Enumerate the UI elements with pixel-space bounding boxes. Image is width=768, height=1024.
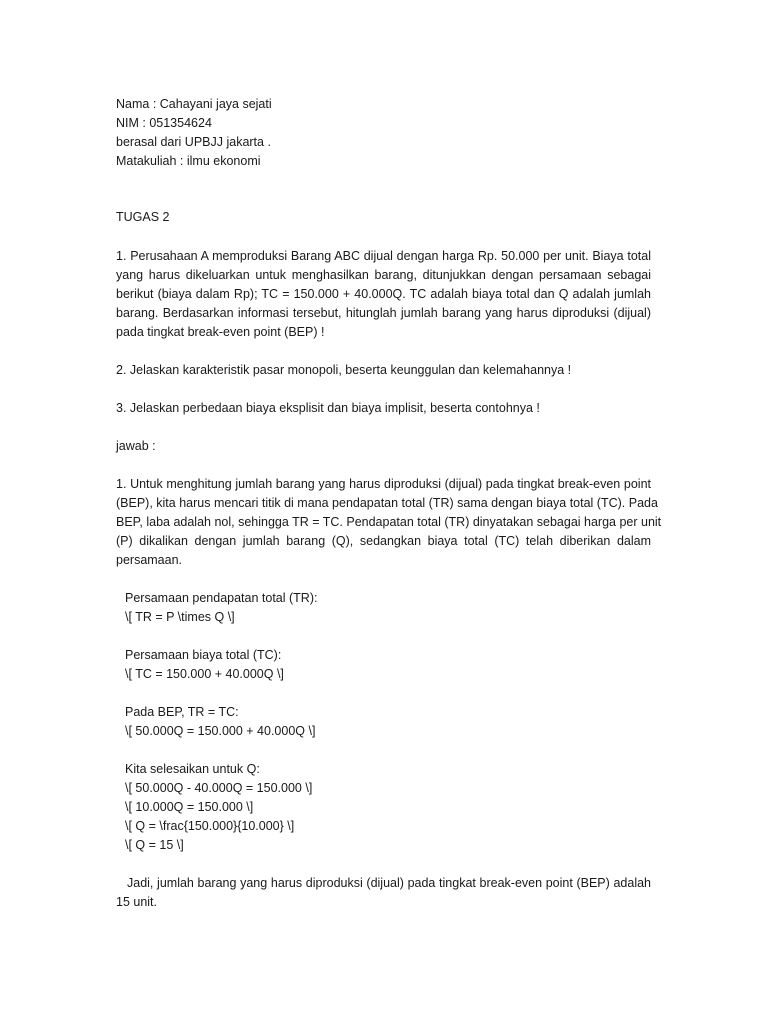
student-origin: berasal dari UPBJJ jakarta . [116, 135, 271, 149]
question-2: 2. Jelaskan karakteristik pasar monopoli, beserta keunggulan dan kelemahannya ! [116, 363, 572, 377]
tr-formula: \[ TR = P \times Q \] [125, 610, 235, 624]
bep-label: Pada BEP, TR = TC: [125, 705, 239, 719]
bep-formula: \[ 50.000Q = 150.000 + 40.000Q \] [125, 724, 316, 738]
tc-formula: \[ TC = 150.000 + 40.000Q \] [125, 667, 284, 681]
tr-label: Persamaan pendapatan total (TR): [125, 591, 318, 605]
student-nim: NIM : 051354624 [116, 116, 212, 130]
question-1-line: pada tingkat break-even point (BEP) ! [116, 325, 325, 339]
solve-step: \[ 10.000Q = 150.000 \] [125, 800, 254, 814]
question-3: 3. Jelaskan perbedaan biaya eksplisit dan biaya implisit, beserta contohnya ! [116, 401, 540, 415]
answer-intro-line: 1. Untuk menghitung jumlah barang yang harus diproduksi (dijual) pada tingkat break-even point [116, 477, 651, 491]
question-1-line: barang. Berdasarkan informasi tersebut, hitunglah jumlah barang yang harus diproduksi (dijual) [116, 306, 651, 320]
answer-intro-line: (BEP), kita harus mencari titik di mana pendapatan total (TR) sama dengan biaya total (TC). Pada [116, 496, 658, 510]
solve-label: Kita selesaikan untuk Q: [125, 762, 260, 776]
conclusion-line: Jadi, jumlah barang yang harus diproduksi (dijual) pada tingkat break-even point (BEP) adalah [127, 876, 651, 890]
answer-label: jawab : [116, 439, 156, 453]
tc-label: Persamaan biaya total (TC): [125, 648, 282, 662]
question-1-line: berikut (biaya dalam Rp); TC = 150.000 + 40.000Q. TC adalah biaya total dan Q adalah jumlah [116, 287, 651, 301]
conclusion-line: 15 unit. [116, 895, 158, 909]
question-1-line: yang harus dikeluarkan untuk menghasilkan barang, ditunjukkan dengan persamaan sebagai [116, 268, 651, 282]
answer-intro-line: BEP, laba adalah nol, sehingga TR = TC. Pendapatan total (TR) dinyatakan sebagai harga per unit [116, 515, 662, 529]
student-name: Nama : Cahayani jaya sejati [116, 97, 272, 111]
solve-step: \[ Q = \frac{150.000}{10.000} \] [125, 819, 295, 833]
question-1-line: 1. Perusahaan A memproduksi Barang ABC dijual dengan harga Rp. 50.000 per unit. Biaya total [116, 249, 651, 263]
answer-intro-line: (P) dikalikan dengan jumlah barang (Q), sedangkan biaya total (TC) telah diberikan dalam [116, 534, 651, 548]
answer-intro-line: persamaan. [116, 553, 183, 567]
solve-step: \[ 50.000Q - 40.000Q = 150.000 \] [125, 781, 313, 795]
course-name: Matakuliah : ilmu ekonomi [116, 154, 261, 168]
assignment-title: TUGAS 2 [116, 210, 170, 224]
solve-step: \[ Q = 15 \] [125, 838, 184, 852]
